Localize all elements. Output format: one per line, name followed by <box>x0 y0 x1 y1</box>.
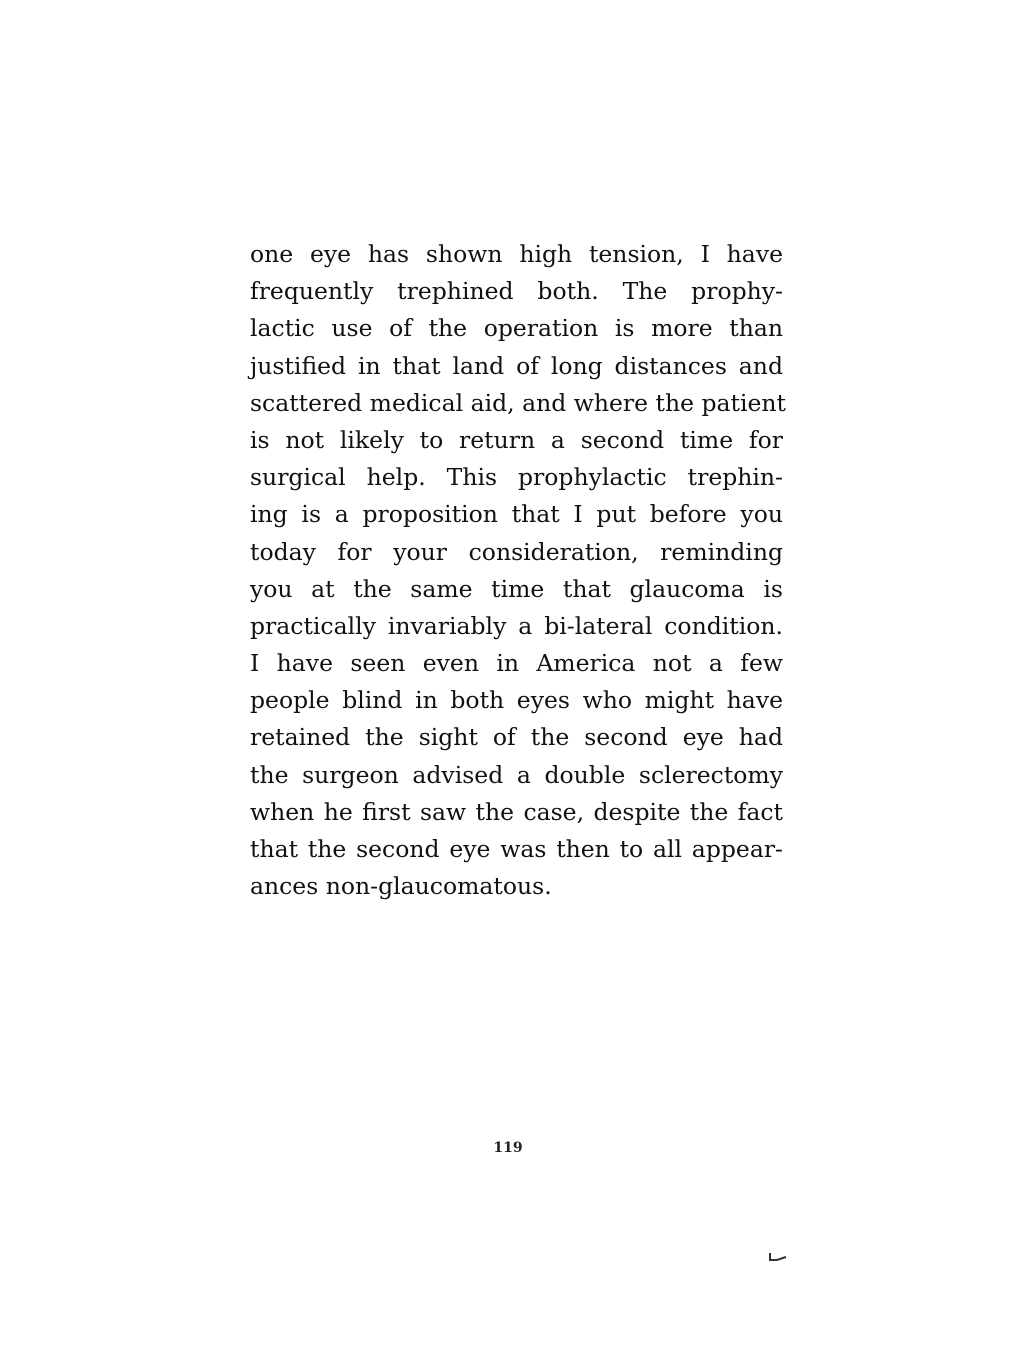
text-line: when he first saw the case, despite the fact <box>250 797 783 826</box>
text-line: surgical help. This prophylactic trephin- <box>250 463 783 492</box>
text-line: scattered medical aid, and where the patient <box>250 388 786 417</box>
text-line: you at the same time that glaucoma is <box>250 574 783 603</box>
text-line: people blind in both eyes who might have <box>250 686 783 715</box>
text-line: ing is a proposition that I put before you <box>250 500 783 529</box>
text-line: justified in that land of long distances and <box>250 351 783 380</box>
text-line: ances non-glaucomatous. <box>250 872 552 901</box>
text-line: one eye has shown high tension, I have <box>250 240 783 268</box>
text-line: today for your consideration, reminding <box>250 537 783 566</box>
page-number: 119 <box>493 1140 523 1156</box>
text-line: frequently trephined both. The prophy- <box>250 277 783 306</box>
text-line: lactic use of the operation is more than <box>250 314 783 343</box>
scan-corner-mark-icon <box>768 1250 788 1264</box>
text-line: retained the sight of the second eye had <box>250 723 783 752</box>
text-line: that the second eye was then to all appear- <box>250 835 783 863</box>
text-line: is not likely to return a second time for <box>250 425 783 454</box>
text-line: the surgeon advised a double sclerectomy <box>250 760 783 789</box>
body-paragraph <box>250 236 786 905</box>
text-line: practically invariably a bi-lateral condition. <box>250 611 783 640</box>
text-line: I have seen even in America not a few <box>250 649 783 678</box>
